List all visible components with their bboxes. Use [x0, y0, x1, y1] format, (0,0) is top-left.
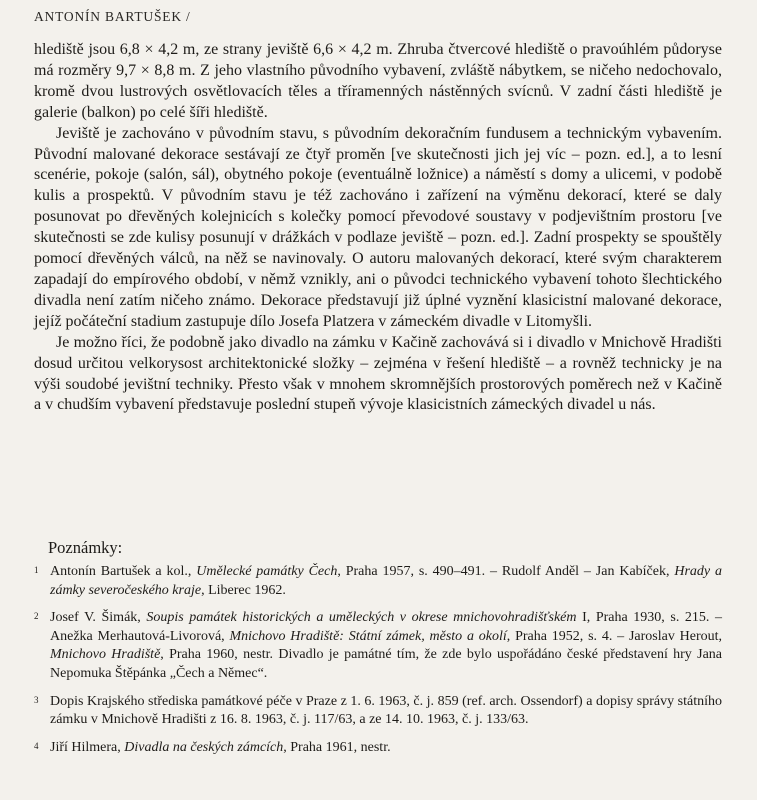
main-text: [34, 40, 722, 416]
footnote-title: Soupis památek historických a uměleckých v okrese mnichovohradišťském: [146, 610, 577, 626]
paragraph-2: Jeviště je zachováno v původním stavu, s původním dekoračním fundusem a technickým vybavením. Původní malované dekorace sestávají ze čtyř proměn [ve skutečnosti jich jej víc – pozn. ed.], a to lesní scenérie, pokoje (salón, sál), obytného pokoje (eventuálně ložnice) a náměstí s domy a ulicemi, v podobě kulis a prospektů. V původním stavu je též zachováno i zařízení na výměnu dekorací, které se daly posunovat po dřevěných kolejnicích s kolečky pomocí převodové soustavy v podjevištním prostoru [ve skutečnosti se zde kulisy posunují v drážkách v podlaze jeviště – pozn. ed.]. Zadní prospekty se spouštěly pomocí dřevěných válců, na něž se navinovaly. O autoru malovaných dekorací, které svým charakterem zapadají do empírového období, v němž vznikly, ani o původci technického vybavení tohoto šlechtického divadla není zatím ničeho známo. Dekorace představují již úplné vyznění klasicistní malované dekorace, jejíž počáteční stadium zastupuje dílo Josefa Platzera v zámeckém divadle v Litomyšli.: [34, 124, 722, 330]
footnote-text: , Liberec 1962.: [201, 582, 286, 598]
footnote-number: 2: [34, 611, 39, 622]
paragraph-3: Je možno říci, že podobně jako divadlo na zámku v Kačině zachovává si i divadlo v Mnichově Hradišti dosud určitou velkorysost architektonické složky – zejména v řešení hlediště – a rovněž technicky je na výši soudobé jevištní techniky. Přesto však v mnohem skromnějších prostorových poměrech než v Kačině a v chudším vybavení představuje poslední stupeň vývoje klasicistních zámeckých divadel u nás.: [34, 333, 722, 414]
footnote-text: , Praha 1961, nestr.: [283, 739, 391, 755]
footnote-2: [34, 609, 722, 683]
footnote-number: 4: [34, 740, 39, 751]
footnote-title: Umělecké památky Čech: [196, 564, 338, 579]
footnote-text: , Praha 1960, nestr. Divadlo je památné tím, že zde bylo uspořádáno české představení hry Jana Nepomuka Štěpánka „Čech a Němec“.: [50, 647, 722, 681]
paragraph-1: hlediště jsou 6,8 × 4,2 m, ze strany jeviště 6,6 × 4,2 m. Zhruba čtvercové hlediště o pravoúhlém půdoryse má rozměry 9,7 × 8,8 m. Z jeho vlastního původního vybavení, zvláště nábytkem, se ničeho nedochovalo, kromě dvou lustrových osvětlovacích těles a tříramenných nástěnných svícnů. V zadní části hlediště je galerie (balkon) po celé šíři hlediště.: [34, 41, 722, 121]
footnote-text: Antonín Bartušek a kol.,: [50, 564, 197, 579]
footnote-text: , Praha 1952, s. 4. – Jaroslav Herout,: [506, 628, 723, 644]
footnote-title: Mnichovo Hradiště: Státní zámek, město a okolí: [229, 628, 507, 644]
footnote-title: Divadla na českých zámcích: [124, 739, 284, 755]
footnote-number: 1: [34, 565, 39, 575]
footnote-1: [34, 563, 722, 600]
footnote-text: , Praha 1957, s. 490–491. – Rudolf Anděl – Jan Kabíček,: [337, 564, 675, 579]
footnote-text: I, Praha 1930, s. 215. – Anežka Merhautová-Livorová,: [50, 610, 722, 644]
footnote-title: Hrady a zámky severočeského kraje: [50, 564, 722, 598]
footnote-text: Josef V. Šimák,: [50, 610, 147, 626]
footnote-text: Dopis Krajského střediska památkové péče v Praze z 1. 6. 1963, č. j. 859 (ref. arch. Ossendorf) a dopisy správy státního zámku v Mnichově Hradišti z 16. 8. 1963, č. j. 117/63, a ze 14. 10. 1963, č. j. 133/63.: [50, 693, 722, 728]
footnote-title: Mnichovo Hradiště: [50, 647, 161, 663]
running-header: ANTONÍN BARTUŠEK /: [34, 9, 191, 24]
notes-heading: Poznámky:: [48, 538, 123, 557]
footnotes: [34, 563, 722, 766]
footnote-text: Jiří Hilmera,: [50, 739, 125, 755]
footnote-4: [34, 739, 722, 758]
footnote-3: [34, 693, 722, 730]
footnote-number: 3: [34, 694, 39, 705]
